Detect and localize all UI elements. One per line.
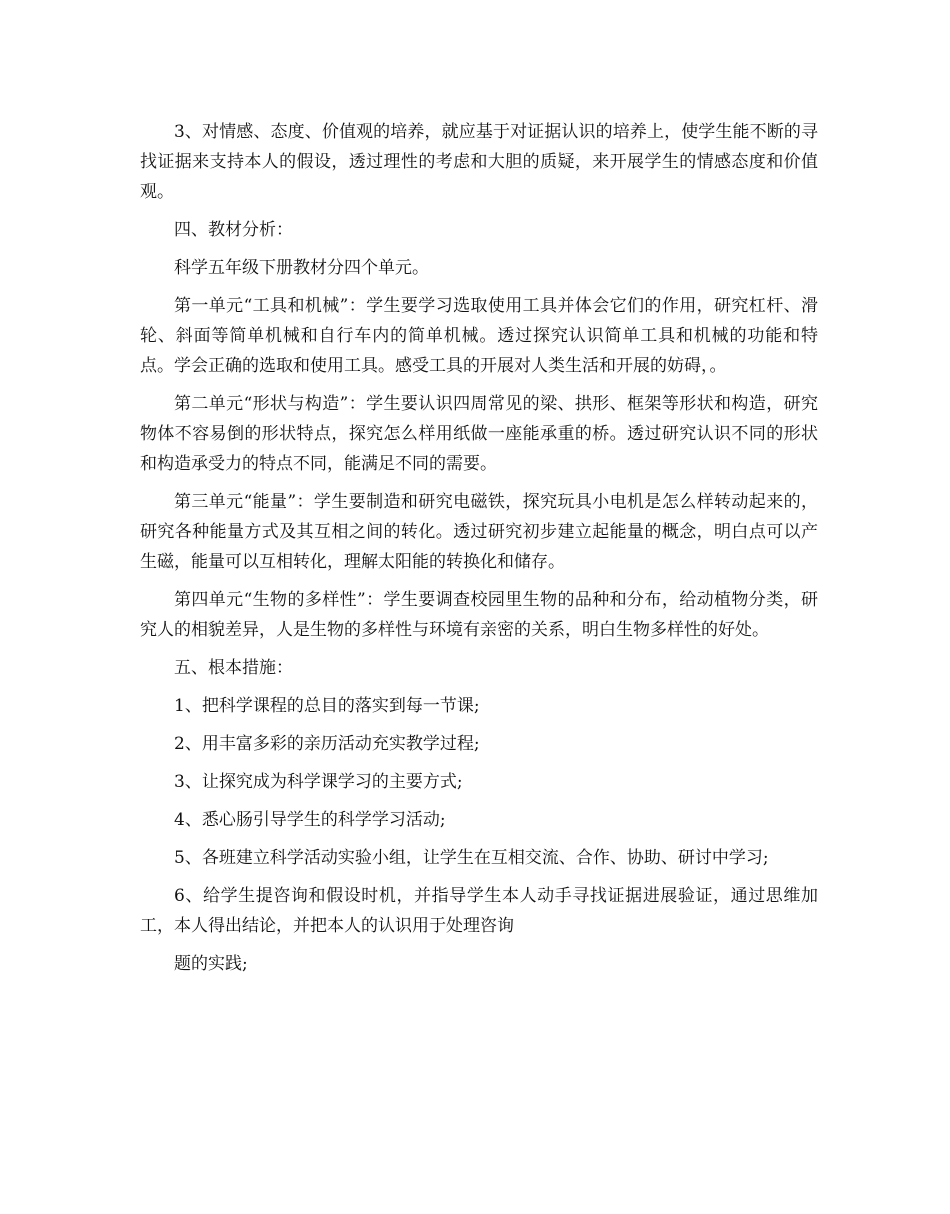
- paragraph-unit-three: 第三单元“能量”：学生要制造和研究电磁铁，探究玩具小电机是怎么样转动起来的，研究各种能量方式及其互相之间的转化。透过研究初步建立起能量的概念，明白点可以产生磁，能量可以互相转化，理解太阳能的转换化和储存。: [140, 492, 818, 572]
- measure-item-2: 2、用丰富多彩的亲历活动充实教学过程;: [174, 734, 480, 754]
- paragraph-unit-one: 第一单元“工具和机械”：学生要学习选取使用工具并体会它们的作用，研究杠杆、滑轮、斜面等简单机械和自行车内的简单机械。透过探究认识简单工具和机械的功能和特点。学会正确的选取和使用工具。感受工具的开展对人类生活和开展的妨碍，。: [140, 296, 818, 376]
- paragraph-four-units: 科学五年级下册教材分四个单元。: [174, 258, 429, 278]
- measure-item-4: 4、悉心肠引导学生的科学学习活动;: [174, 810, 446, 830]
- paragraph-attitude-values: 3、对情感、态度、价值观的培养，就应基于对证据认识的培养上，使学生能不断的寻找证据来支持本人的假设，透过理性的考虑和大胆的质疑，来开展学生的情感态度和价值观。: [140, 122, 818, 202]
- heading-textbook-analysis: 四、教材分析：: [174, 220, 293, 240]
- paragraph-unit-two: 第二单元“形状与构造”：学生要认识四周常见的梁、拱形、框架等形状和构造，研究物体不容易倒的形状特点，探究怎么样用纸做一座能承重的桥。透过研究认识不同的形状和构造承受力的特点不同，能满足不同的需要。: [140, 394, 818, 474]
- measure-item-5: 5、各班建立科学活动实验小组，让学生在互相交流、合作、协助、研讨中学习;: [174, 848, 769, 868]
- heading-basic-measures: 五、根本措施：: [174, 658, 293, 678]
- measure-item-1: 1、把科学课程的总目的落实到每一节课;: [174, 696, 480, 716]
- document-body: [140, 117, 818, 979]
- measure-item-6: 6、给学生提咨询和假设时机，并指导学生本人动手寻找证据进展验证，通过思维加工，本人得出结论，并把本人的认识用于处理咨询: [140, 886, 818, 936]
- measure-item-3: 3、让探究成为科学课学习的主要方式;: [174, 772, 463, 792]
- paragraph-unit-four: 第四单元“生物的多样性”：学生要调查校园里生物的品种和分布，给动植物分类，研究人的相貌差异，人是生物的多样性与环境有亲密的关系，明白生物多样性的好处。: [140, 590, 818, 640]
- measure-item-6-continued: 题的实践;: [174, 954, 248, 974]
